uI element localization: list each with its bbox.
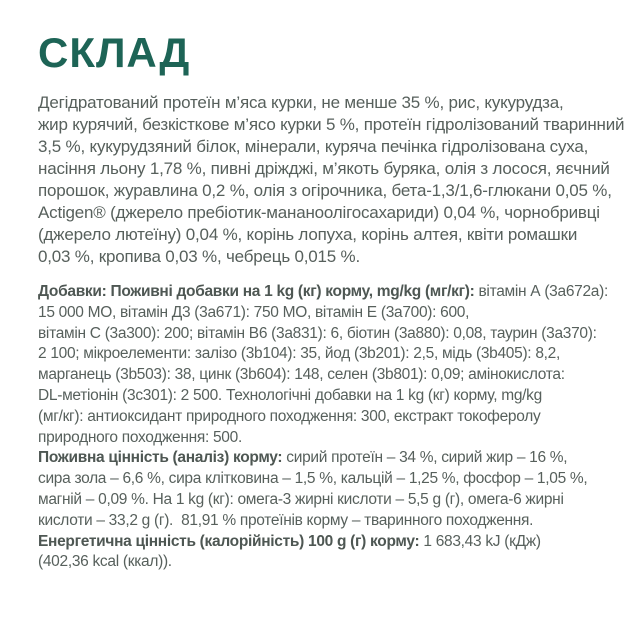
line-text: кислоти – 33,2 g (г). 81,91 % протеїнів корму – тваринного походження. [38, 511, 534, 529]
run-in-heading: Енергетична цінність (калорійність) 100 g (г) корму: [38, 532, 420, 550]
line-text: марганець (3b503): 38, цинк (3b604): 148, селен (3b801): 0,09; амінокислота: [38, 366, 565, 384]
line-text: сирий протеїн – 34 %, сирий жир – 16 %, [282, 449, 568, 467]
text-line: 0,03 %, кропива 0,03 %, чебрець 0,015 %. [38, 247, 360, 266]
text-line: Дегідратований протеїн м’яса курки, не менше 35 %, рис, кукурудза, [38, 93, 564, 112]
text-line [38, 448, 602, 469]
line-text: DL-метіонін (3с301): 2 500. Технологічні добавки на 1 kg (кг) корму, mg/kg [38, 386, 542, 404]
text-line [38, 511, 602, 532]
text-line [38, 365, 602, 386]
line-text: 2 100; мікроелементи: залізо (3b104): 35, йод (3b201): 2,5, мідь (3b405): 8,2, [38, 345, 560, 363]
line-text: 15 000 МО, вітамін Д3 (3а671): 750 МО, вітамін Е (3а700): 600, [38, 303, 470, 321]
run-in-heading: Поживна цінність (аналіз) корму: [38, 449, 283, 467]
text-line [38, 552, 602, 573]
text-line: порошок, журавлина 0,2 %, олія з огірочника, бета-1,3/1,6-глюкани 0,05 %, [38, 181, 612, 200]
line-text: вітамін С (3а300): 200; вітамін В6 (3а831): 6, біотин (3а880): 0,08, таурин (3а370): [38, 324, 597, 342]
additives-nutrition-paragraph [38, 282, 608, 573]
line-text: магній – 0,09 %. На 1 kg (кг): омега-3 жирні кислоти – 5,5 g (г), омега-6 жирні [38, 490, 564, 508]
line-text: природного походження: 500. [38, 428, 242, 446]
text-line [38, 344, 602, 365]
text-line [38, 324, 602, 345]
text-line: Actigen® (джерело пребіотик-мананоолігосахариди) 0,04 %, чорнобривці [38, 203, 600, 222]
text-line: жир курячий, безкісткове м’ясо курки 5 %, протеїн гідролізований тваринний [38, 115, 625, 134]
text-line [38, 469, 602, 490]
run-in-heading: Добавки: Поживні добавки на 1 kg (кг) корму, mg/kg (мг/кг): [38, 283, 475, 300]
line-text: (402,36 kcal (ккал)). [38, 553, 172, 571]
line-text: вітамін А (3а672а): [474, 283, 608, 300]
text-line: (джерело лютеїну) 0,04 %, корінь лопуха, корінь алтея, квіти ромашки [38, 225, 578, 244]
page-title: СКЛАД [38, 29, 191, 76]
text-line [38, 282, 608, 303]
text-line: насіння льону 1,78 %, пивні дріжджі, м’якоть буряка, олія з лосося, яєчний [38, 159, 610, 178]
text-line [38, 490, 602, 511]
composition-paragraph [38, 92, 625, 268]
line-text: 1 683,43 kJ (кДж) [419, 532, 541, 550]
line-text: сира зола – 6,6 %, сира клітковина – 1,5 %, кальцій – 1,25 %, фосфор – 1,05 %, [38, 470, 588, 488]
text-line [38, 428, 602, 449]
text-line [38, 407, 602, 428]
text-line: 3,5 %, кукурудзяний білок, мінерали, куряча печінка гідролізована суха, [38, 137, 589, 156]
line-text: (мг/кг): антиоксидант природного походження: 300, екстракт токоферолу [38, 407, 541, 425]
text-line [38, 532, 602, 553]
text-line [38, 303, 602, 324]
text-line [38, 386, 602, 407]
